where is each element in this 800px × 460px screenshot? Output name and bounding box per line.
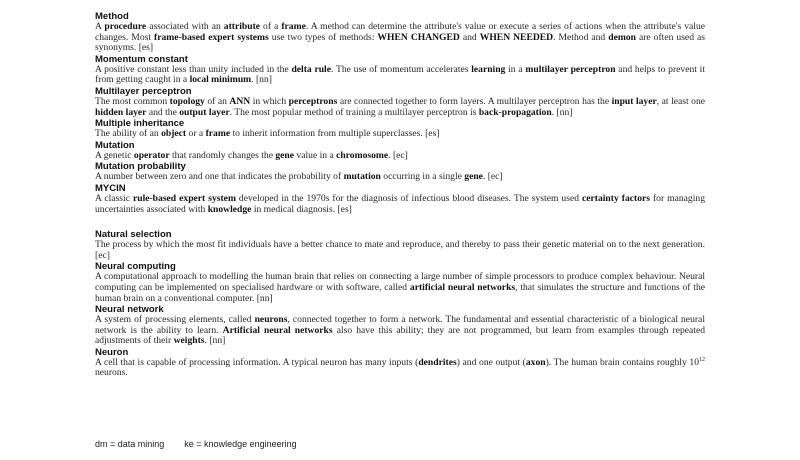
- glossary-term: MYCIN: [95, 182, 126, 194]
- definition-text: are often used as synonyms. [es]: [95, 31, 705, 54]
- glossary-term: Mutation: [95, 139, 135, 151]
- definition-text: A cell that is capable of processing information. A typical neuron has many inputs (: [95, 356, 419, 368]
- bold-term: WHEN NEEDED: [479, 31, 554, 43]
- bold-term: demon: [608, 31, 636, 43]
- superscript: 12: [699, 356, 705, 363]
- definition-text: in a: [505, 63, 526, 75]
- definition-text: in medical diagnosis. [es]: [251, 203, 352, 215]
- bold-term: input layer: [611, 95, 657, 107]
- bold-term: Artificial neural networks: [222, 324, 333, 336]
- glossary-entry: [95, 54, 705, 86]
- definition-text: neurons.: [95, 367, 128, 379]
- glossary-definition: [95, 172, 705, 183]
- glossary-definition: [95, 240, 705, 261]
- glossary-definition: [95, 129, 705, 140]
- bold-term: rule-based expert system: [132, 192, 236, 204]
- bold-term: back-propagation: [478, 106, 552, 118]
- bold-term: frame: [205, 128, 231, 140]
- definition-text: are connected together to form layers. A multilayer perceptron has the: [337, 95, 612, 107]
- bold-term: gene: [464, 171, 483, 183]
- definition-text: occurring in a single: [380, 171, 465, 183]
- glossary-entry: [95, 161, 705, 183]
- definition-text: and: [459, 31, 480, 43]
- definition-text: or a: [186, 128, 206, 140]
- glossary-entry: [95, 304, 705, 347]
- glossary-term: Method: [95, 11, 129, 22]
- definition-text: . A method can determine the attribute's value or execute a series of actions when the attribute's value changes. Most: [95, 21, 705, 43]
- glossary-entry: [95, 229, 705, 261]
- bold-term: frame-based expert systems: [154, 31, 269, 43]
- glossary-definition: [95, 97, 705, 118]
- bold-term: hidden layer: [95, 106, 147, 118]
- definition-text: , connected together to form a network. The fundamental and essential characteristic of a biological neural network is the ability to learn.: [95, 314, 705, 336]
- bold-term: attribute: [223, 21, 261, 32]
- definition-text: . [nn]: [551, 106, 573, 118]
- definition-text: of an: [204, 95, 230, 107]
- bold-term: delta rule: [291, 63, 331, 75]
- glossary-term: Multilayer perceptron: [95, 85, 192, 97]
- definition-text: A computational approach to modelling the human brain that relies on connecting a large number of simple processors to produce complex behaviour. Neural computing can be implemented on specialised hardware or with software, called: [95, 271, 705, 293]
- definition-text: A system of processing elements, called: [95, 314, 255, 326]
- glossary-entry: [95, 140, 705, 162]
- glossary-term: Neuron: [95, 346, 129, 358]
- bold-term: operator: [133, 149, 170, 161]
- definition-text: The most common: [95, 95, 170, 107]
- glossary-term: Neural computing: [95, 261, 176, 273]
- bold-term: WHEN CHANGED: [377, 31, 460, 43]
- bold-term: gene: [275, 149, 295, 161]
- definition-text: A genetic: [95, 149, 134, 161]
- glossary-column: [95, 11, 705, 379]
- page-footer-abbreviations: dm = data mining ke = knowledge engineering: [95, 439, 297, 449]
- definition-text: use two types of methods:: [268, 31, 378, 43]
- definition-text: and helps to prevent it from getting caught in a: [95, 63, 706, 86]
- glossary-entry: [95, 183, 705, 215]
- glossary-entry: [95, 261, 705, 304]
- bold-term: ANN: [229, 95, 251, 107]
- bold-term: mutation: [343, 171, 381, 183]
- definition-text: . [ec]: [482, 171, 503, 183]
- glossary-definition: [95, 315, 705, 347]
- definition-text: in which: [250, 95, 289, 107]
- glossary-term: Natural selection: [95, 229, 172, 241]
- bold-term: learning: [471, 63, 506, 75]
- glossary-definition: [95, 22, 705, 54]
- glossary-definition: [95, 65, 705, 86]
- definition-text: ) and one output (: [456, 356, 526, 368]
- bold-term: object: [161, 128, 187, 140]
- definition-text: . The use of momentum accelerates: [330, 63, 472, 75]
- definition-text: The process by which the most fit individuals have a better chance to mate and reproduce, and thereby to pass their genetic material on to the next generation. [ec]: [95, 239, 705, 261]
- definition-text: value in a: [294, 149, 337, 161]
- definition-text: A number between zero and one that indicates the probability of: [95, 171, 344, 183]
- bold-term: frame: [281, 21, 306, 32]
- definition-text: . The most popular method of training a multilayer perceptron is: [229, 106, 479, 118]
- definition-text: . Method and: [553, 31, 609, 43]
- definition-text: to inherit information from multiple superclasses. [es]: [230, 128, 440, 140]
- bold-term: neurons: [254, 314, 288, 326]
- bold-term: axon: [525, 356, 546, 368]
- definition-text: of a: [260, 21, 282, 32]
- glossary-entry: [95, 347, 705, 379]
- definition-text: A classic: [95, 192, 133, 204]
- bold-term: multilayer perceptron: [525, 63, 616, 75]
- definition-text: developed in the 1970s for the diagnosis of infectious blood diseases. The system used: [235, 192, 582, 204]
- bold-term: weights: [173, 335, 205, 347]
- glossary-entry: [95, 11, 705, 54]
- glossary-entry: [95, 118, 705, 140]
- glossary-definition: [95, 358, 705, 379]
- definition-text: , at least one: [656, 95, 706, 107]
- glossary-definition: [95, 194, 705, 215]
- definition-text: A: [95, 21, 105, 32]
- bold-term: perceptrons: [288, 95, 338, 107]
- definition-text: . [ec]: [388, 149, 408, 161]
- bold-term: output layer: [179, 106, 230, 118]
- bold-term: local minimum: [189, 74, 252, 86]
- definition-text: and the: [146, 106, 180, 118]
- definition-text: The ability of an: [95, 128, 162, 140]
- definition-text: ). The human brain contains roughly 10: [545, 356, 699, 368]
- definition-text: also have this ability; they are not programmed, but learn from examples through repeated adjustments of their: [95, 324, 705, 347]
- glossary-term: Momentum constant: [95, 53, 188, 65]
- definition-text: associated with an: [146, 21, 224, 32]
- bold-term: dendrites: [418, 356, 457, 368]
- glossary-definition: [95, 272, 705, 304]
- bold-term: certainty factors: [582, 192, 650, 204]
- glossary-entry: [95, 86, 705, 118]
- bold-term: chromosome: [336, 149, 389, 161]
- bold-term: procedure: [104, 21, 147, 32]
- glossary-term: Multiple inheritance: [95, 118, 185, 130]
- definition-text: that randomly changes the: [169, 149, 276, 161]
- definition-text: . [nn]: [204, 335, 226, 347]
- bold-term: topology: [169, 95, 205, 107]
- definition-text: A positive constant less than unity included in the: [95, 63, 292, 75]
- definition-text: , that simulates the structure and functions of the human brain on a conventional computer. [nn]: [95, 281, 706, 304]
- glossary-definition: [95, 151, 705, 162]
- definition-text: . [nn]: [251, 74, 272, 86]
- bold-term: knowledge: [207, 203, 252, 215]
- definition-text: for managing uncertainties associated with: [95, 192, 705, 215]
- bold-term: artificial neural networks: [409, 281, 516, 293]
- glossary-term: Mutation probability: [95, 161, 186, 173]
- glossary-term: Neural network: [95, 304, 164, 316]
